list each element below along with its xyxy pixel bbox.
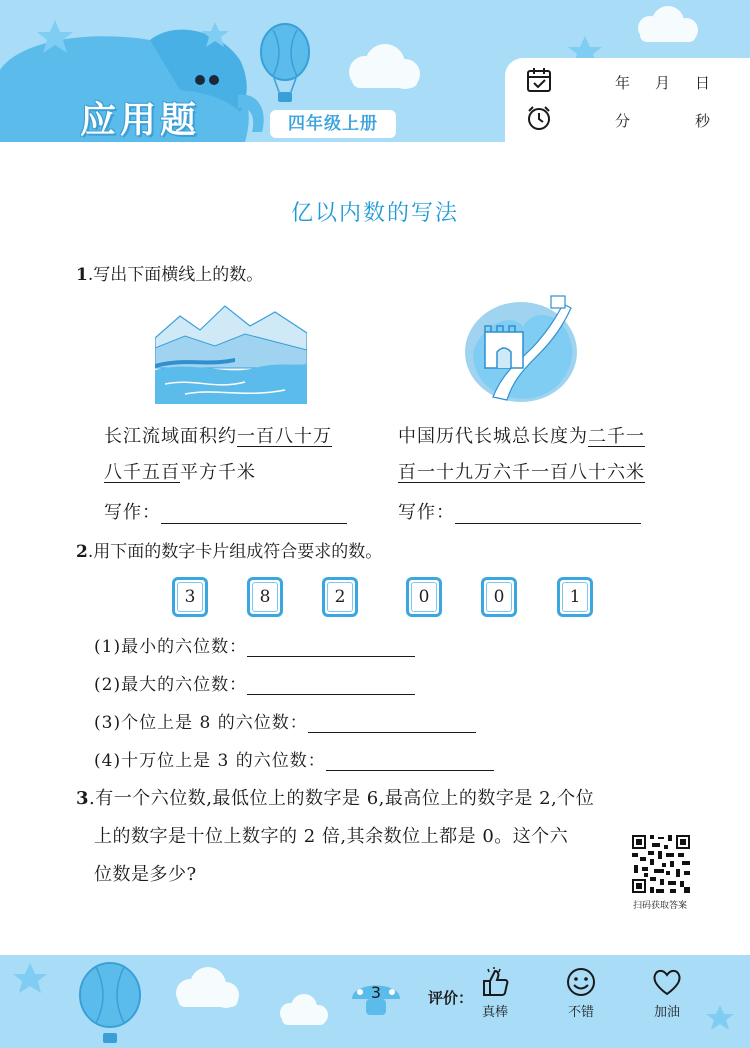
question-2-item-2 [94, 670, 415, 695]
page-footer [0, 955, 750, 1048]
question-1-left-line-1 [104, 422, 332, 448]
question-2-item-4 [94, 746, 494, 771]
question-1-number: 1 [76, 265, 88, 285]
page-header [0, 0, 750, 142]
rating-great-label: 真棒 [481, 1005, 508, 1020]
rating-keep-going[interactable] [642, 965, 692, 1020]
question-1-left-answer [104, 498, 347, 524]
number-card: 3 [172, 577, 208, 617]
grade-label: 四年级上册 [270, 110, 396, 138]
date-row [525, 66, 745, 96]
day-label: 日 [695, 74, 711, 92]
question-2-prompt [76, 537, 382, 562]
answer-blank-hundred-thousands-3[interactable] [326, 751, 494, 771]
minute-label: 分 [615, 112, 631, 130]
month-label: 月 [655, 74, 671, 92]
header-title: 应用题 [80, 100, 201, 141]
section-title: 亿以内数的写法 [290, 201, 459, 226]
time-row [525, 104, 745, 134]
cloud-decoration [176, 967, 328, 1025]
question-1-text: .写出下面横线上的数。 [87, 265, 264, 285]
question-1-left-line-2 [104, 458, 256, 484]
qr-code-icon[interactable] [630, 833, 692, 895]
date-time-box [505, 58, 750, 142]
number-card: 0 [481, 577, 517, 617]
question-3-line-2: 上的数字是十位上数字的 2 倍,其余数位上都是 0。这个六 [94, 826, 569, 847]
qr-code-label: 扫码获取答案 [632, 901, 687, 911]
write-label: 写作： [398, 502, 455, 523]
heart-icon [650, 965, 684, 999]
rating-keep-going-label: 加油 [653, 1005, 680, 1020]
question-3-number: 3 [76, 788, 90, 809]
yangtze-area-part-1: 一百八十万 [237, 426, 332, 447]
calendar-icon [525, 66, 553, 94]
answer-blank-largest[interactable] [247, 675, 415, 695]
evaluation-label: 评价： [428, 989, 474, 1007]
question-1-prompt [76, 260, 263, 285]
yangtze-unit: 平方千米 [180, 462, 256, 483]
item-label: (3)个位上是 8 的六位数： [94, 713, 308, 733]
question-2-item-1 [94, 632, 415, 657]
answer-blank-ones-8[interactable] [308, 713, 476, 733]
great-wall-prefix: 中国历代长城总长度为 [398, 426, 588, 447]
answer-blank-great-wall[interactable] [455, 504, 641, 524]
question-3-text-1: .有一个六位数,最低位上的数字是 6,最高位上的数字是 2,个位 [89, 788, 595, 809]
smiley-face-icon [564, 965, 598, 999]
great-wall-length-part-2: 百一十九万六千一百八十六米 [398, 462, 645, 483]
great-wall-illustration [463, 292, 578, 404]
hot-air-balloon-icon [261, 24, 309, 102]
rating-great[interactable] [470, 965, 520, 1020]
year-label: 年 [615, 74, 631, 92]
question-2-item-3 [94, 708, 476, 733]
question-2-text: .用下面的数字卡片组成符合要求的数。 [87, 542, 383, 562]
number-card: 2 [322, 577, 358, 617]
yangtze-area-part-2: 八千五百 [104, 462, 180, 483]
item-label: (4)十万位上是 3 的六位数： [94, 751, 326, 771]
question-1-right-line-2 [398, 458, 645, 484]
number-card: 1 [557, 577, 593, 617]
number-card: 8 [247, 577, 283, 617]
second-label: 秒 [695, 112, 711, 130]
river-illustration [155, 298, 307, 404]
hot-air-balloon-icon [80, 963, 140, 1043]
yangtze-prefix: 长江流域面积约 [104, 426, 237, 447]
rating-good-label: 不错 [567, 1005, 594, 1020]
question-1-right-line-1 [398, 422, 645, 448]
alarm-clock-icon [525, 104, 553, 132]
item-label: (1)最小的六位数： [94, 637, 248, 657]
answer-blank-yangtze[interactable] [161, 504, 347, 524]
question-3-line-3: 位数是多少? [94, 864, 197, 885]
question-3-line-1 [76, 784, 594, 810]
page-number: 3 [370, 983, 382, 1002]
write-label: 写作： [104, 502, 161, 523]
item-label: (2)最大的六位数： [94, 675, 248, 695]
question-1-right-answer [398, 498, 641, 524]
great-wall-length-part-1: 二千一 [588, 426, 645, 447]
rating-good[interactable] [556, 965, 606, 1020]
answer-blank-smallest[interactable] [247, 637, 415, 657]
number-card: 0 [406, 577, 442, 617]
thumbs-up-icon [478, 965, 512, 999]
question-2-number: 2 [76, 542, 88, 562]
